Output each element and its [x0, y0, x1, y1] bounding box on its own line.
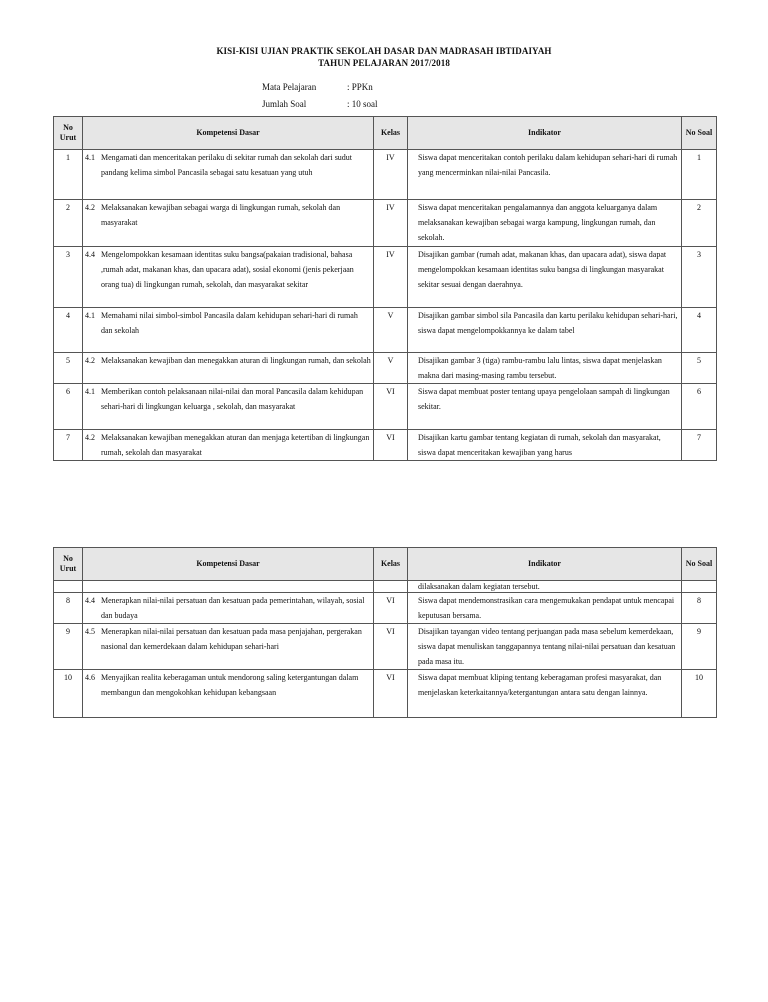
table-row	[54, 430, 717, 461]
kelas-cell: VI	[374, 384, 408, 430]
kd-code: 4.1	[85, 153, 95, 162]
no-urut-cell: 4	[54, 308, 83, 353]
table-row	[54, 353, 717, 384]
no-soal-cell: 4	[682, 308, 717, 353]
no-urut-cell: 9	[54, 624, 83, 670]
indikator-cell: Siswa dapat menceritakan contoh perilaku dalam kehidupan sehari-hari di rumah yang mencerminkan nilai-nilai Pancasila.	[408, 150, 682, 200]
kd-code: 4.2	[85, 433, 95, 442]
kompetensi-cell	[83, 430, 374, 461]
col-header-no-soal: No Soal	[682, 548, 717, 581]
kompetensi-cell	[83, 200, 374, 247]
indikator-cell: Siswa dapat membuat kliping tentang keberagaman profesi masyarakat, dan menjelaskan keterkaitannya/ketergantungan antara satu dengan lainnya.	[408, 670, 682, 718]
kd-text: Melaksanakan kewajiban sebagai warga di lingkungan rumah, sekolah dan masyarakat	[101, 203, 341, 227]
no-urut-cell: 8	[54, 593, 83, 624]
no-urut-cell: 3	[54, 247, 83, 308]
indikator-cell: Disajikan gambar 3 (tiga) rambu-rambu lalu lintas, siswa dapat menjelaskan makna dari masing-masing rambu tersebut.	[408, 353, 682, 384]
table-row	[54, 624, 717, 670]
kd-text: Melaksanakan kewajiban dan menegakkan aturan di lingkungan rumah, dan sekolah	[101, 356, 371, 365]
mata-pelajaran-value: : PPKn	[347, 82, 373, 92]
no-soal-cell: 3	[682, 247, 717, 308]
no-urut-cell: 5	[54, 353, 83, 384]
kisi-kisi-table-continued	[53, 547, 717, 718]
table-row	[54, 670, 717, 718]
table-row	[54, 384, 717, 430]
kd-code: 4.2	[85, 203, 95, 212]
kompetensi-cell	[83, 384, 374, 430]
kd-code: 4.6	[85, 673, 95, 682]
col-header-kompetensi: Kompetensi Dasar	[83, 548, 374, 581]
indikator-cell: Disajikan kartu gambar tentang kegiatan di rumah, sekolah dan masyarakat, siswa dapat menceritakan kewajiban yang harus	[408, 430, 682, 461]
no-soal-cell: 9	[682, 624, 717, 670]
col-header-indikator: Indikator	[408, 548, 682, 581]
kisi-kisi-table	[53, 116, 717, 461]
kd-text: Menerapkan nilai-nilai persatuan dan kesatuan pada masa penjajahan, pergerakan nasional dan kemerdekaan dalam kehidupan sehari-hari	[101, 627, 362, 651]
table-row	[54, 593, 717, 624]
continuation-row	[54, 581, 717, 593]
col-header-kelas: Kelas	[374, 548, 408, 581]
kd-text: Melaksanakan kewajiban menegakkan aturan dan menjaga ketertiban di lingkungan rumah, sekolah dan masyarakat	[101, 433, 370, 457]
kd-text: Menerapkan nilai-nilai persatuan dan kesatuan pada pemerintahan, wilayah, sosial dan budaya	[101, 596, 365, 620]
no-urut-cell: 1	[54, 150, 83, 200]
kelas-cell: VI	[374, 624, 408, 670]
kd-text: Memahami nilai simbol-simbol Pancasila dalam kehidupan sehari-hari di rumah dan sekolah	[101, 311, 358, 335]
kelas-cell: V	[374, 308, 408, 353]
no-soal-cell: 5	[682, 353, 717, 384]
col-header-no-soal: No Soal	[682, 117, 717, 150]
mata-pelajaran-line	[262, 82, 373, 92]
no-urut-cell: 7	[54, 430, 83, 461]
no-urut-cell: 10	[54, 670, 83, 718]
table-body	[54, 150, 717, 461]
indikator-cell: Siswa dapat membuat poster tentang upaya pengelolaan sampah di lingkungan sekitar.	[408, 384, 682, 430]
kompetensi-cell	[83, 624, 374, 670]
kompetensi-cell	[83, 150, 374, 200]
kd-text: Mengamati dan menceritakan perilaku di sekitar rumah dan sekolah dari sudut pandang kelima simbol Pancasila sebagai satu kesatuan yang utuh	[101, 153, 353, 177]
no-soal-cell: 6	[682, 384, 717, 430]
table-body	[54, 581, 717, 718]
kd-code: 4.4	[85, 596, 95, 605]
kelas-cell: VI	[374, 593, 408, 624]
jumlah-soal-label: Jumlah Soal	[262, 99, 307, 109]
table-row	[54, 247, 717, 308]
jumlah-soal-line	[262, 99, 378, 109]
table-row	[54, 150, 717, 200]
kompetensi-cell	[83, 670, 374, 718]
no-soal-cell: 7	[682, 430, 717, 461]
table-row	[54, 200, 717, 247]
col-header-kelas: Kelas	[374, 117, 408, 150]
kd-code: 4.5	[85, 627, 95, 636]
no-soal-cell: 1	[682, 150, 717, 200]
col-header-kompetensi: Kompetensi Dasar	[83, 117, 374, 150]
mata-pelajaran-label: Mata Pelajaran	[262, 82, 317, 92]
document-title: KISI-KISI UJIAN PRAKTIK SEKOLAH DASAR DAN MADRASAH IBTIDAIYAH	[216, 46, 552, 56]
kompetensi-cell	[83, 593, 374, 624]
no-urut-cell: 6	[54, 384, 83, 430]
kompetensi-cell	[83, 353, 374, 384]
indikator-cell: Siswa dapat mendemonstrasikan cara mengemukakan pendapat untuk mencapai keputusan bersama.	[408, 593, 682, 624]
kompetensi-cell	[83, 247, 374, 308]
col-header-no-urut: No Urut	[54, 117, 83, 150]
col-header-no-urut: No Urut	[54, 548, 83, 581]
kelas-cell: IV	[374, 200, 408, 247]
kelas-cell: IV	[374, 247, 408, 308]
table-row	[54, 308, 717, 353]
col-header-indikator: Indikator	[408, 117, 682, 150]
kompetensi-cell	[83, 308, 374, 353]
kd-text: Mengelompokkan kesamaan identitas suku bangsa(pakaian tradisional, bahasa ,rumah adat, makanan khas, dan upacara adat), sosial ekonomi (jenis pekerjaan orang tua) di lingkungan rumah, sekolah, dan masyarakat sekitar	[101, 250, 354, 289]
kelas-cell: V	[374, 353, 408, 384]
kd-code: 4.1	[85, 387, 95, 396]
kd-text: Memberikan contoh pelaksanaan nilai-nilai dan moral Pancasila dalam kehidupan sehari-hari di lingkungan keluarga , sekolah, dan masyarakat	[101, 387, 364, 411]
kelas-cell: VI	[374, 670, 408, 718]
kd-code: 4.4	[85, 250, 95, 259]
kelas-cell: IV	[374, 150, 408, 200]
document-subtitle: TAHUN PELAJARAN 2017/2018	[318, 58, 450, 68]
no-soal-cell: 10	[682, 670, 717, 718]
kd-text: Menyajikan realita keberagaman untuk mendorong saling ketergantungan dalam membangun dan mengokohkan kehidupan kebangsaan	[101, 673, 359, 697]
no-soal-cell: 8	[682, 593, 717, 624]
indikator-cell: Disajikan tayangan video tentang perjuangan pada masa sebelum kemerdekaan, siswa dapat menuliskan tanggapannya tentang nilai-nilai persatuan dan kesatuan pada masa itu.	[408, 624, 682, 670]
no-urut-cell: 2	[54, 200, 83, 247]
no-soal-cell: 2	[682, 200, 717, 247]
indikator-cell: Disajikan gambar simbol sila Pancasila dan kartu perilaku kehidupan sehari-hari, siswa dapat mengelompokkannya ke dalam tabel	[408, 308, 682, 353]
indikator-cell: Disajikan gambar (rumah adat, makanan khas, dan upacara adat), siswa dapat mengelompokkan kesamaan identitas suku bangsa di lingkungan masyarakat sekitar sesuai dengan daerahnya.	[408, 247, 682, 308]
jumlah-soal-value: : 10 soal	[347, 99, 378, 109]
kelas-cell: VI	[374, 430, 408, 461]
kd-code: 4.1	[85, 311, 95, 320]
indikator-continuation: dilaksanakan dalam kegiatan tersebut.	[408, 581, 682, 593]
indikator-cell: Siswa dapat menceritakan pengalamannya dan anggota keluarganya dalam melaksanakan kewajiban sebagai warga kampung, lingkungan rumah, dan sekolah.	[408, 200, 682, 247]
kd-code: 4.2	[85, 356, 95, 365]
